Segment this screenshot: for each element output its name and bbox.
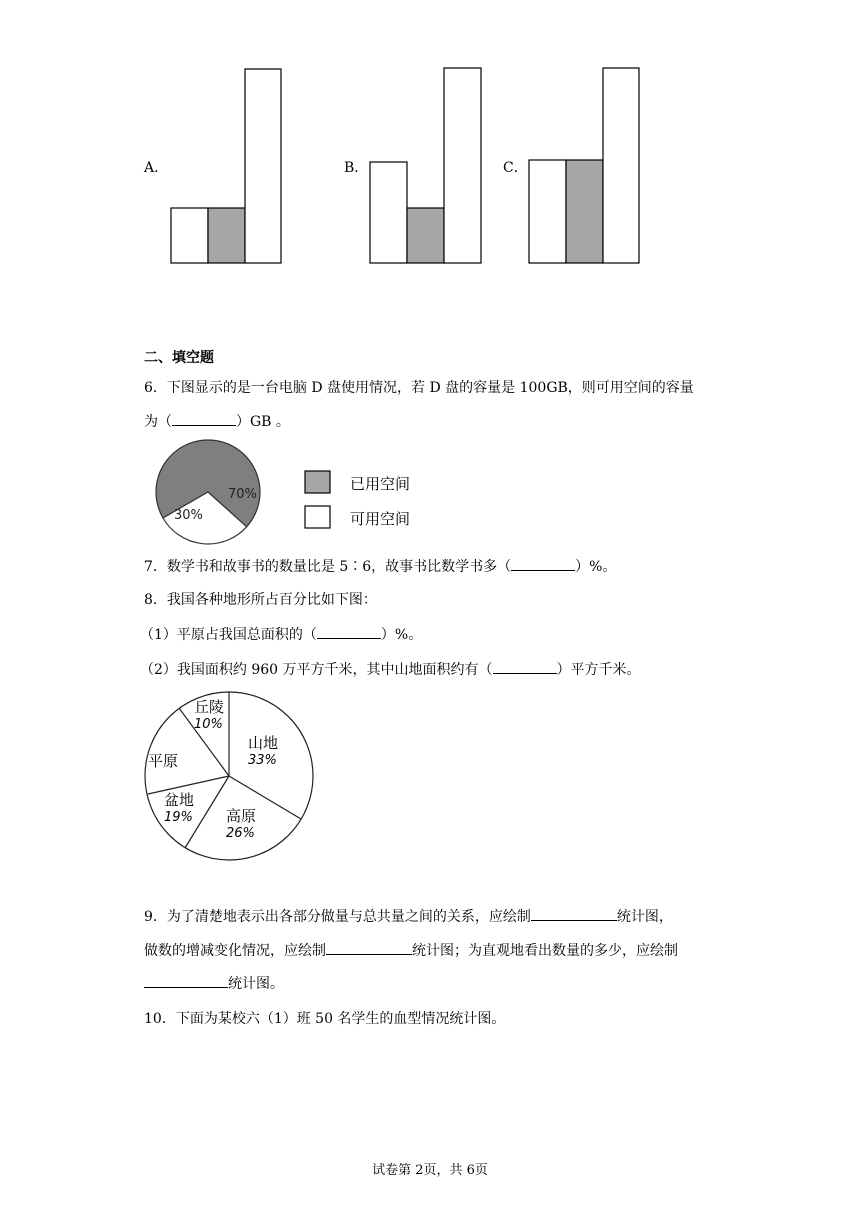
- terrain-label-plain: 平原: [148, 752, 179, 770]
- option-c-bar-3: [603, 68, 639, 263]
- option-a-bar-2: [208, 208, 245, 263]
- option-a-bar-3: [245, 69, 281, 263]
- q8-sub1: [140, 624, 422, 645]
- q6-line2-prefix: 为（: [144, 414, 172, 430]
- q9-line2: [144, 940, 678, 961]
- option-a-label: A．: [144, 160, 169, 176]
- q9-line2-mid: 统计图；为直观地看出数量的多少，应绘制: [412, 943, 678, 959]
- q8-terrain-pie-chart: [142, 690, 318, 866]
- q8-sub1-suffix: ）%。: [380, 627, 423, 643]
- q8-line1: 8．我国各种地形所占百分比如下图：: [144, 592, 377, 608]
- option-b-bar-figure: [367, 65, 484, 267]
- option-b-bar-3: [444, 68, 481, 263]
- legend-label-used: 已用空间: [350, 475, 411, 493]
- q6-line1: 6．下图显示的是一台电脑 D 盘使用情况，若 D 盘的容量是 100GB，则可用空间的容量: [144, 380, 694, 396]
- q6-line2: [144, 411, 290, 432]
- terrain-value-hill: 10%: [194, 717, 223, 732]
- terrain-label-hill: 丘陵: [194, 698, 225, 716]
- legend-swatch-used: [305, 471, 330, 493]
- q9-line1-suffix: 统计图，: [616, 909, 673, 925]
- q9-line3: [144, 973, 284, 994]
- terrain-label-plateau: 高原: [226, 807, 257, 825]
- option-c-bar-2: [566, 160, 603, 263]
- q6-legend-swatches: [303, 469, 333, 531]
- q8-sub2-answer-blank[interactable]: [493, 659, 557, 674]
- q7-answer-blank[interactable]: [511, 556, 575, 571]
- q9-line1: [144, 906, 673, 927]
- terrain-label-mountain: 山地: [248, 734, 279, 752]
- option-c-bar-figure: [526, 65, 642, 267]
- q9-blank-3[interactable]: [144, 973, 228, 988]
- legend-swatch-free: [305, 506, 330, 528]
- q8-sub1-prefix: （1）平原占我国总面积的（: [140, 627, 317, 643]
- terrain-value-basin: 19%: [164, 810, 193, 825]
- q6-answer-blank[interactable]: [172, 411, 236, 426]
- option-a-bar-figure: [168, 66, 284, 266]
- q9-line2-prefix: 做数的增减变化情况，应绘制: [144, 943, 326, 959]
- option-c-label: C．: [503, 160, 528, 176]
- option-b-bar-1: [370, 162, 407, 263]
- q7-suffix: ）%。: [575, 559, 617, 575]
- q7-prefix: 7．数学书和故事书的数量比是 5∶6，故事书比数学书多（: [144, 559, 512, 575]
- option-b-bar-2: [407, 208, 444, 263]
- section-title: 二、填空题: [144, 350, 214, 366]
- q6-disk-pie-chart: [148, 438, 270, 550]
- pie-label-free: 30%: [174, 508, 203, 523]
- q8-sub2-suffix: ）平方千米。: [556, 662, 641, 678]
- q8-sub2: [140, 659, 641, 680]
- option-a-bar-1: [171, 208, 208, 263]
- q9-line3-suffix: 统计图。: [228, 976, 284, 992]
- q9-blank-1[interactable]: [531, 906, 617, 921]
- q10-line: 10．下面为某校六（1）班 50 名学生的血型情况统计图。: [144, 1011, 506, 1027]
- terrain-label-basin: 盆地: [164, 791, 195, 809]
- terrain-value-mountain: 33%: [248, 753, 277, 768]
- option-c-bar-1: [529, 160, 566, 263]
- option-b-label: B．: [344, 160, 369, 176]
- legend-label-free: 可用空间: [350, 510, 411, 528]
- page-footer: 试卷第 2页，共 6页: [372, 1163, 488, 1178]
- q9-blank-2[interactable]: [326, 940, 412, 955]
- terrain-value-plateau: 26%: [226, 826, 255, 841]
- pie-label-used: 70%: [228, 487, 257, 502]
- q6-line2-suffix: ）GB 。: [236, 414, 290, 430]
- q7-line: [144, 556, 616, 577]
- q9-line1-prefix: 9．为了清楚地表示出各部分做量与总共量之间的关系，应绘制: [144, 909, 531, 925]
- q8-sub2-prefix: （2）我国面积约 960 万平方千米，其中山地面积约有（: [140, 662, 493, 678]
- q8-sub1-answer-blank[interactable]: [317, 624, 381, 639]
